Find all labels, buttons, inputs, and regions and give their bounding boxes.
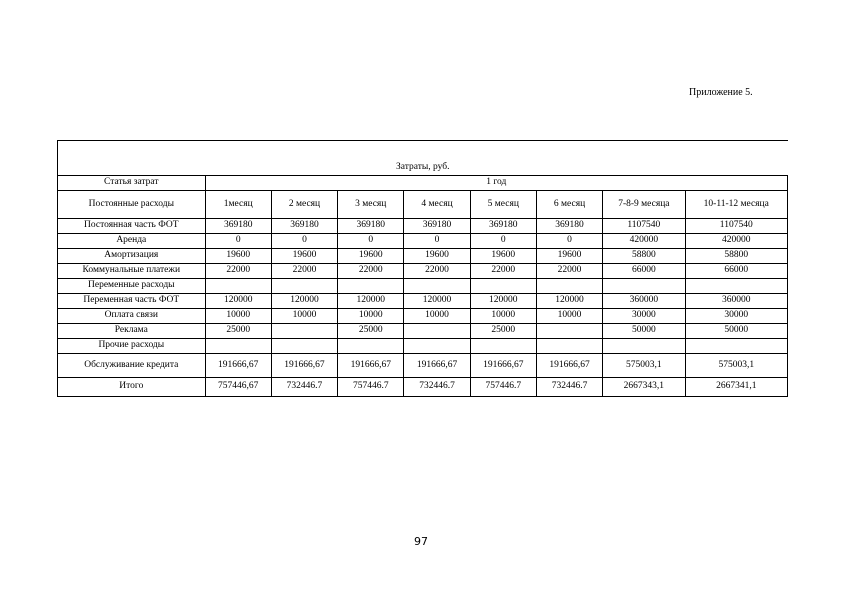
table-row xyxy=(58,309,788,324)
month-header: 4 месяц xyxy=(404,191,470,219)
row-label: Оплата связи xyxy=(58,309,206,324)
table-row xyxy=(58,339,788,354)
table-cell: 25000 xyxy=(338,324,404,339)
months-row xyxy=(58,191,788,219)
table-cell xyxy=(603,339,685,354)
table-cell: 120000 xyxy=(404,294,470,309)
row-label: Реклама xyxy=(58,324,206,339)
table-cell xyxy=(603,279,685,294)
table-cell: 22000 xyxy=(271,264,337,279)
row-label: Прочие расходы xyxy=(58,339,206,354)
table-cell: 732446.7 xyxy=(271,378,337,397)
month-header: 7-8-9 месяца xyxy=(603,191,685,219)
table-cell: 120000 xyxy=(338,294,404,309)
table-cell: 19600 xyxy=(536,249,602,264)
table-cell: 10000 xyxy=(470,309,536,324)
table-cell xyxy=(404,339,470,354)
table-cell: 10000 xyxy=(536,309,602,324)
table-cell: 732446.7 xyxy=(536,378,602,397)
row-label: Постоянная часть ФОТ xyxy=(58,219,206,234)
table-cell: 575003,1 xyxy=(603,354,685,378)
table-cell: 58800 xyxy=(603,249,685,264)
corner-header: Статья затрат xyxy=(58,176,206,191)
table-row xyxy=(58,279,788,294)
table-cell xyxy=(536,279,602,294)
table-cell: 0 xyxy=(404,234,470,249)
table-cell: 0 xyxy=(205,234,271,249)
table-cell: 30000 xyxy=(603,309,685,324)
table-cell: 191666,67 xyxy=(404,354,470,378)
table-cell: 757446,67 xyxy=(205,378,271,397)
appendix-label: Приложение 5. xyxy=(689,87,753,98)
caption-row xyxy=(58,141,788,176)
table-row xyxy=(58,219,788,234)
table-cell: 22000 xyxy=(404,264,470,279)
table-row xyxy=(58,354,788,378)
table-cell: 0 xyxy=(338,234,404,249)
table-cell: 10000 xyxy=(338,309,404,324)
table-cell xyxy=(404,279,470,294)
table-cell: 191666,67 xyxy=(338,354,404,378)
table-cell: 120000 xyxy=(470,294,536,309)
table-cell: 120000 xyxy=(205,294,271,309)
table-cell: 22000 xyxy=(470,264,536,279)
table-cell: 50000 xyxy=(603,324,685,339)
table-cell: 19600 xyxy=(470,249,536,264)
cost-table xyxy=(57,140,788,397)
table-cell: 120000 xyxy=(536,294,602,309)
month-header: 3 месяц xyxy=(338,191,404,219)
table-cell: 369180 xyxy=(271,219,337,234)
table-cell: 22000 xyxy=(536,264,602,279)
table-cell: 30000 xyxy=(685,309,787,324)
table-cell: 50000 xyxy=(685,324,787,339)
table-cell xyxy=(271,324,337,339)
table-cell: 10000 xyxy=(404,309,470,324)
table-cell: 420000 xyxy=(685,234,787,249)
row-label: Коммунальные платежи xyxy=(58,264,206,279)
table-cell: 22000 xyxy=(338,264,404,279)
row-label: Переменная часть ФОТ xyxy=(58,294,206,309)
table-cell: 191666,67 xyxy=(470,354,536,378)
header-row xyxy=(58,176,788,191)
table-cell xyxy=(536,324,602,339)
table-row xyxy=(58,264,788,279)
table-cell: 10000 xyxy=(271,309,337,324)
table-cell: 1107540 xyxy=(603,219,685,234)
table-cell: 19600 xyxy=(404,249,470,264)
table-row xyxy=(58,234,788,249)
table-cell xyxy=(205,279,271,294)
page-number: 97 xyxy=(414,535,428,548)
table-cell: 0 xyxy=(470,234,536,249)
row-label: Итого xyxy=(58,378,206,397)
row-label: Обслуживание кредита xyxy=(58,354,206,378)
table-cell: 1107540 xyxy=(685,219,787,234)
table-cell: 191666,67 xyxy=(536,354,602,378)
table-cell: 120000 xyxy=(271,294,337,309)
table-cell: 369180 xyxy=(536,219,602,234)
table-cell: 575003,1 xyxy=(685,354,787,378)
table-cell xyxy=(404,324,470,339)
table-row xyxy=(58,324,788,339)
table-row xyxy=(58,294,788,309)
table-cell: 66000 xyxy=(685,264,787,279)
table-cell: 25000 xyxy=(205,324,271,339)
table-cell: 10000 xyxy=(205,309,271,324)
table-cell: 25000 xyxy=(470,324,536,339)
table-cell: 19600 xyxy=(205,249,271,264)
row-label: Амортизация xyxy=(58,249,206,264)
month-header: 1месяц xyxy=(205,191,271,219)
table-cell: 420000 xyxy=(603,234,685,249)
table-cell: 369180 xyxy=(205,219,271,234)
year-header: 1 год xyxy=(205,176,787,191)
months-row-label: Постоянные расходы xyxy=(58,191,206,219)
row-label: Переменные расходы xyxy=(58,279,206,294)
table-cell: 757446.7 xyxy=(338,378,404,397)
table-cell xyxy=(685,279,787,294)
table-cell xyxy=(536,339,602,354)
table-cell xyxy=(205,339,271,354)
month-header: 6 месяц xyxy=(536,191,602,219)
table-row xyxy=(58,378,788,397)
table-cell: 360000 xyxy=(603,294,685,309)
table-cell xyxy=(271,339,337,354)
table-cell: 191666,67 xyxy=(271,354,337,378)
table-cell: 22000 xyxy=(205,264,271,279)
table-cell: 19600 xyxy=(338,249,404,264)
table-cell xyxy=(470,339,536,354)
table-cell: 58800 xyxy=(685,249,787,264)
table-cell: 369180 xyxy=(404,219,470,234)
month-header: 10-11-12 месяца xyxy=(685,191,787,219)
row-label: Аренда xyxy=(58,234,206,249)
table-cell: 191666,67 xyxy=(205,354,271,378)
table-cell xyxy=(271,279,337,294)
table-cell xyxy=(685,339,787,354)
table-cell xyxy=(338,339,404,354)
table-cell: 0 xyxy=(271,234,337,249)
cost-table-container xyxy=(57,140,788,397)
table-cell xyxy=(338,279,404,294)
table-cell: 757446.7 xyxy=(470,378,536,397)
table-cell: 66000 xyxy=(603,264,685,279)
table-cell: 369180 xyxy=(338,219,404,234)
table-cell: 2667343,1 xyxy=(603,378,685,397)
table-cell: 369180 xyxy=(470,219,536,234)
table-cell: 732446.7 xyxy=(404,378,470,397)
table-cell: 2667341,1 xyxy=(685,378,787,397)
table-cell xyxy=(470,279,536,294)
table-cell: 19600 xyxy=(271,249,337,264)
month-header: 5 месяц xyxy=(470,191,536,219)
month-header: 2 месяц xyxy=(271,191,337,219)
table-cell: 0 xyxy=(536,234,602,249)
table-cell: 360000 xyxy=(685,294,787,309)
table-caption: Затраты, руб. xyxy=(58,141,788,176)
table-row xyxy=(58,249,788,264)
